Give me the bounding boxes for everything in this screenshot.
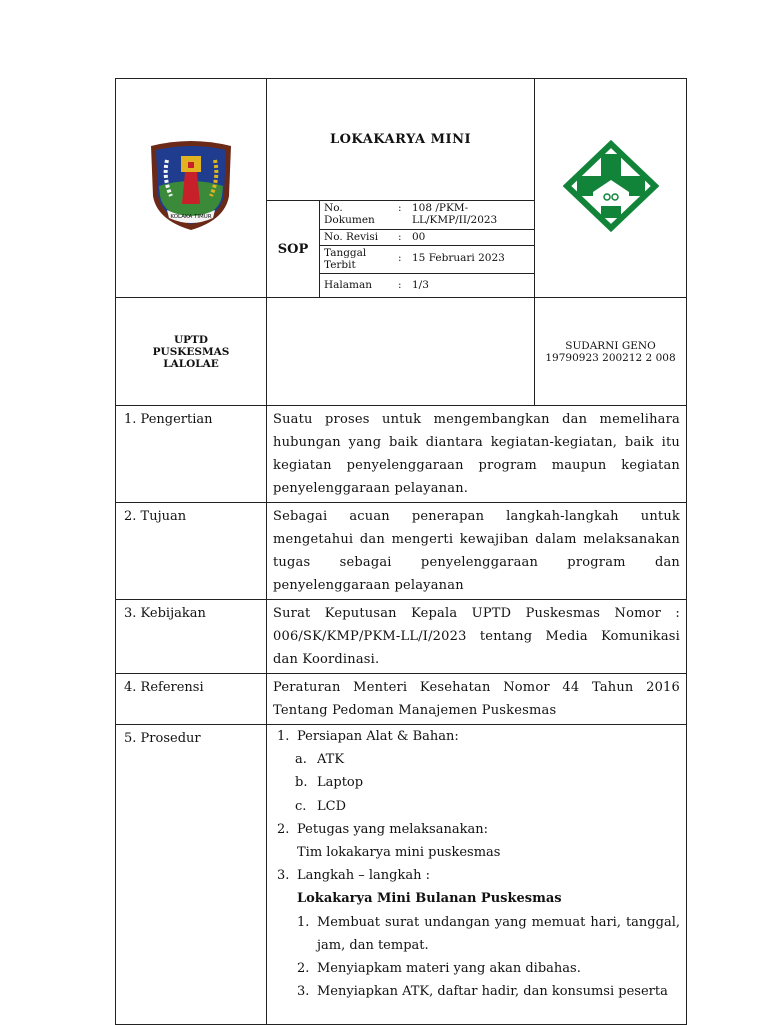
procedure-step: 1. Persiapan Alat & Bahan: (277, 729, 459, 744)
meta-value-issue-date: 15 Februari 2023 (408, 245, 534, 273)
list-item: b. Laptop (295, 775, 364, 791)
meta-value-page: 1/3 (412, 278, 429, 291)
organization-name: UPTD PUSKESMAS LALOLAE (116, 298, 267, 406)
procedure-subheading: Lokakarya Mini Bulanan Puskesmas (297, 891, 562, 907)
section-label-tujuan: 2. Tujuan (116, 503, 267, 600)
meta-label: No. Dokumen (320, 201, 394, 229)
procedure-detail: Tim lokakarya mini puskesmas (297, 845, 501, 861)
list-item: 3. Menyiapkan ATK, daftar hadir, dan konsumsi peserta (297, 984, 668, 1000)
meta-separator: : (398, 278, 402, 291)
blank-signature-area (267, 298, 535, 406)
meta-value-revision: 00 (408, 229, 534, 245)
document-meta (320, 201, 535, 298)
document-title: LOKAKARYA MINI (267, 79, 535, 201)
meta-separator: : (394, 229, 408, 245)
signatory-id: 19790923 200212 2 008 (545, 351, 676, 364)
sop-label: SOP (267, 201, 320, 298)
sop-document (115, 78, 686, 1025)
list-item: a. ATK (295, 752, 345, 768)
list-item: 1. Membuat surat undangan yang memuat hari, tanggal, jam, dan tempat. (297, 914, 680, 953)
procedure-step: 3. Langkah – langkah : (277, 868, 430, 884)
section-text-referensi: Peraturan Menteri Kesehatan Nomor 44 Tahun 2016 Tentang Pedoman Manajemen Puskesmas (267, 674, 687, 725)
section-text-kebijakan: Surat Keputusan Kepala UPTD Puskesmas Nomor : 006/SK/KMP/PKM-LL/I/2023 tentang Media Komunikasi dan Koordinasi. (267, 600, 687, 674)
list-item: 2. Menyiapkam materi yang akan dibahas. (297, 961, 581, 977)
meta-separator: : (394, 201, 408, 229)
green-cross-house-icon (563, 140, 659, 232)
signatory-name: SUDARNI GENO (565, 339, 656, 352)
meta-label: Halaman (324, 278, 373, 291)
section-text-tujuan: Sebagai acuan penerapan langkah-langkah untuk mengetahui dan mengerti kewajiban dalam melaksanakan tugas sebagai penyelenggaraan program dan penyelenggaraan pelayanan (267, 503, 687, 600)
procedure-step: 2. Petugas yang melaksanakan: (277, 821, 488, 837)
meta-value-document-number: 108 /PKM-LL/KMP/II/2023 (408, 201, 534, 229)
meta-label: No. Revisi (320, 229, 394, 245)
section-label-kebijakan: 3. Kebijakan (116, 600, 267, 674)
regional-logo-cell (116, 79, 267, 298)
section-label-pengertian: 1. Pengertian (116, 406, 267, 503)
meta-separator: : (394, 245, 408, 273)
puskesmas-logo-cell (535, 79, 687, 298)
section-label-prosedur: 5. Prosedur (116, 725, 267, 1025)
svg-text:KOLAKA TIMUR: KOLAKA TIMUR (170, 214, 212, 220)
list-item: c. LCD (295, 798, 347, 814)
section-text-pengertian: Suatu proses untuk mengembangkan dan memelihara hubungan yang baik diantara kegiatan-kegiatan, baik itu kegiatan penyelenggaraan program maupun kegiatan penyelenggaraan pelayanan. (267, 406, 687, 503)
signatory (535, 298, 687, 406)
section-label-referensi: 4. Referensi (116, 674, 267, 725)
meta-label: Tanggal Terbit (320, 245, 394, 273)
kolaka-timur-shield-logo (145, 138, 237, 234)
section-body-prosedur (267, 725, 687, 1025)
